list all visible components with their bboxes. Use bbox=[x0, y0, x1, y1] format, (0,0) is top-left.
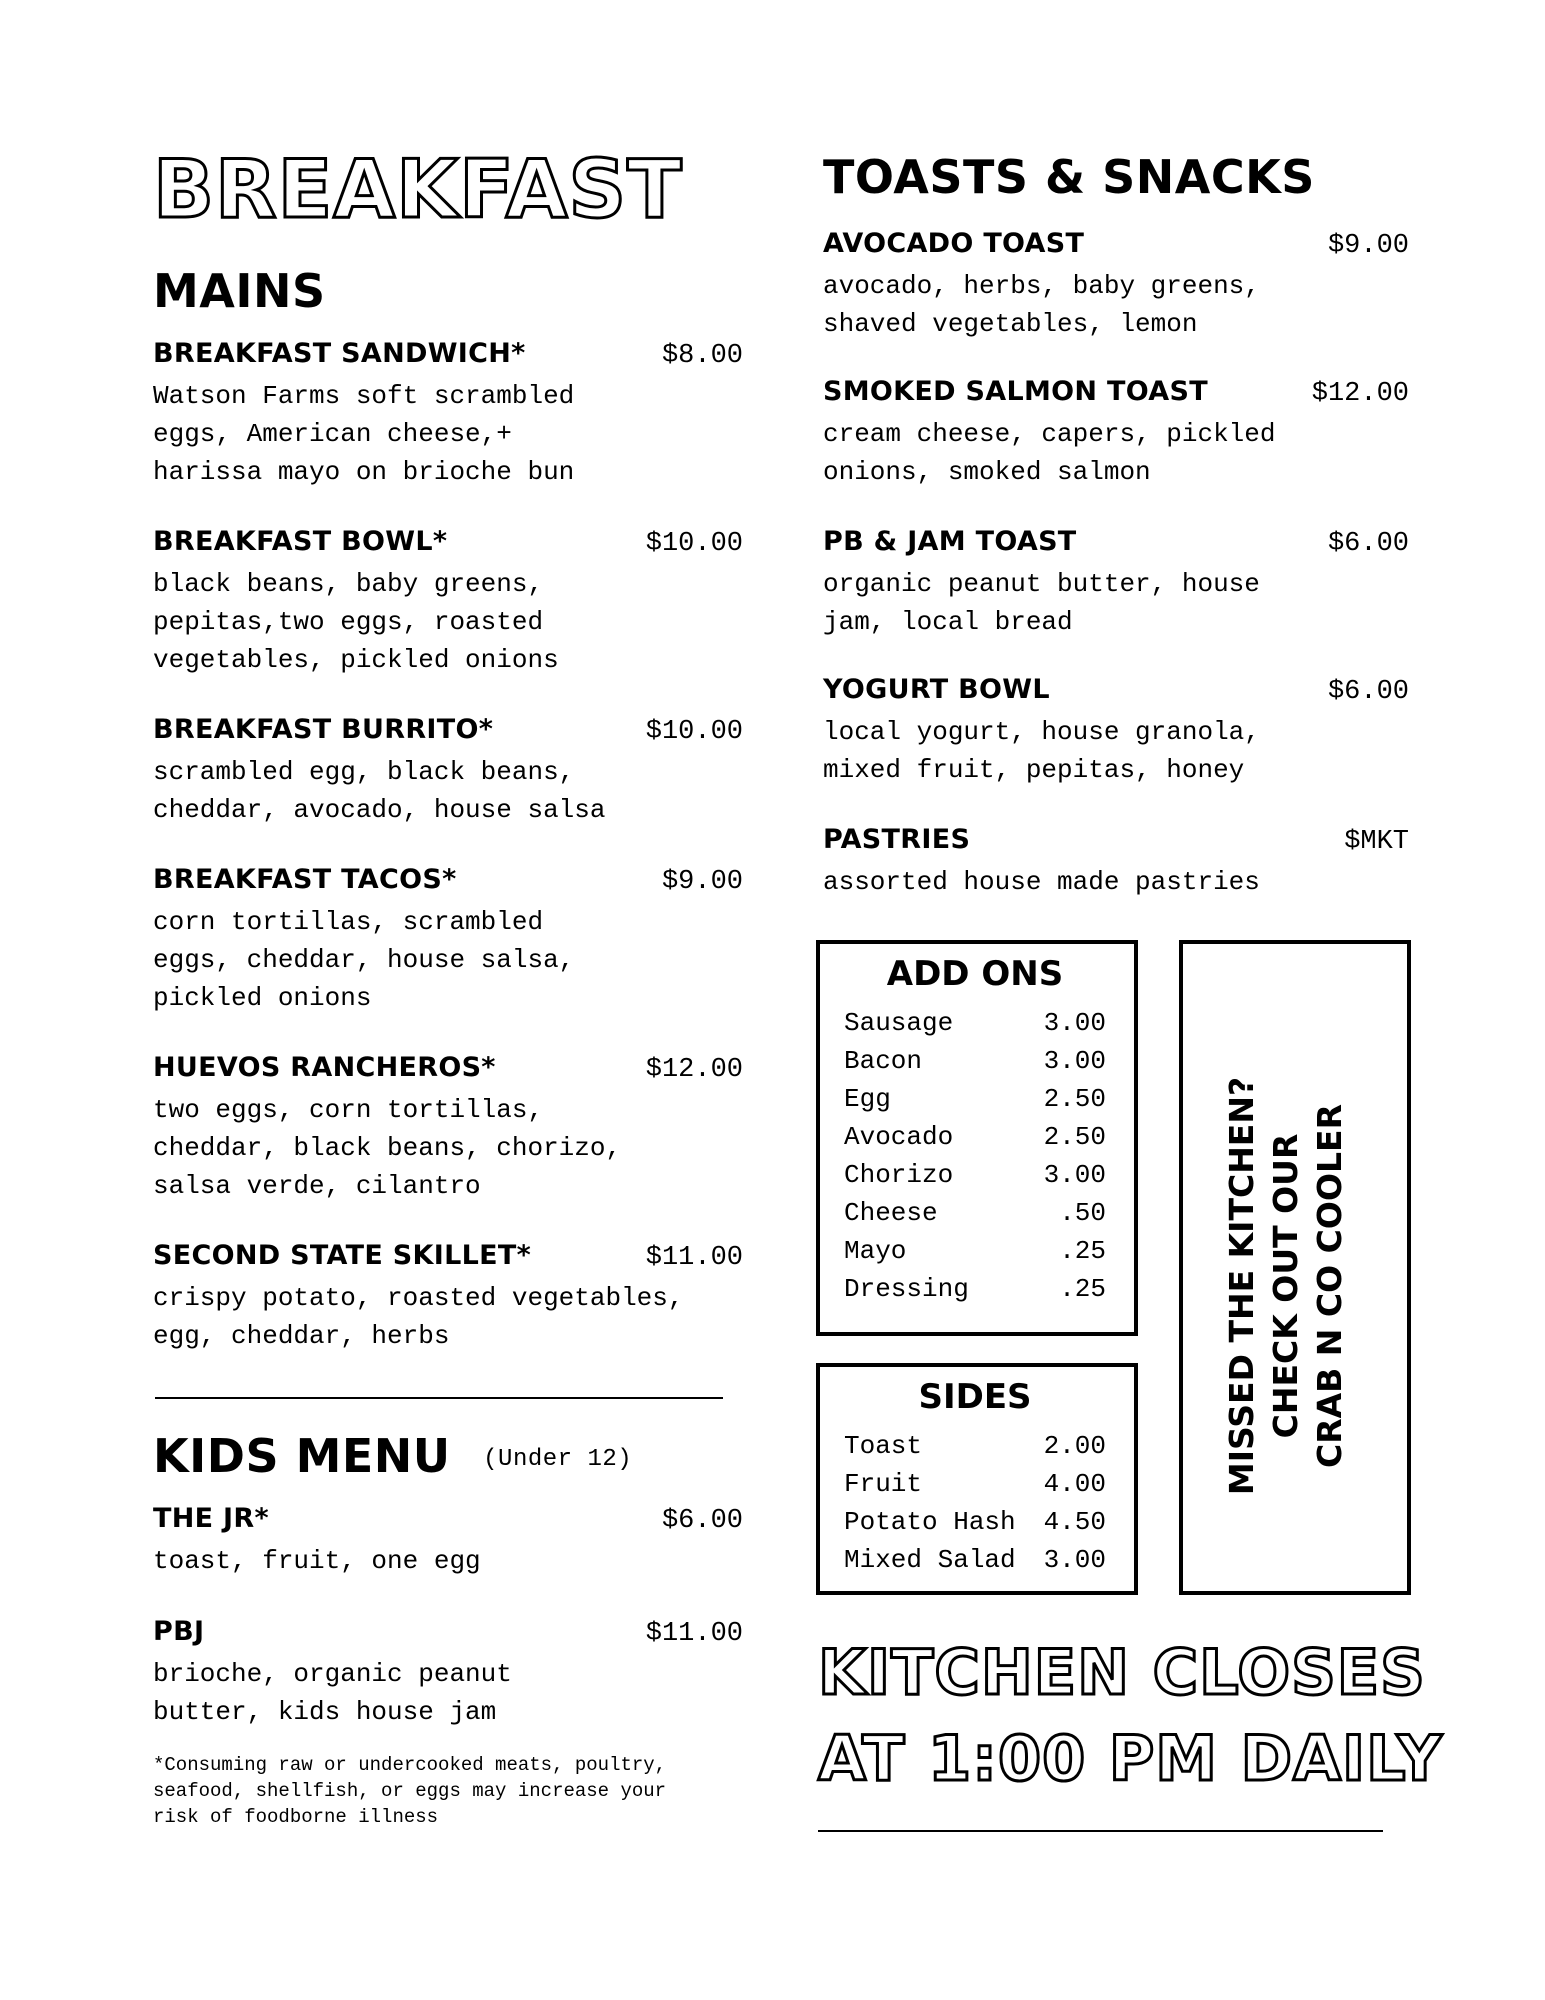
addon-price: 3.00 bbox=[1043, 1046, 1106, 1076]
page-title: BREAKFAST bbox=[153, 143, 683, 236]
addon-name: Sausage bbox=[844, 1008, 954, 1038]
side-name: Potato Hash bbox=[844, 1507, 1016, 1537]
item-price: $MKT bbox=[1344, 827, 1409, 857]
item-price: $10.00 bbox=[645, 529, 743, 559]
item-price: $9.00 bbox=[1327, 231, 1409, 261]
side-price: 2.00 bbox=[1043, 1431, 1106, 1461]
menu-item bbox=[823, 674, 1409, 789]
item-description: organic peanut butter, house jam, local bread bbox=[823, 569, 1260, 637]
side-price: 4.50 bbox=[1043, 1507, 1106, 1537]
addon-name: Bacon bbox=[844, 1046, 923, 1076]
menu-item bbox=[153, 526, 743, 679]
item-name: SMOKED SALMON TOAST bbox=[823, 376, 1208, 407]
addon-row bbox=[844, 1194, 1106, 1232]
addon-price: .50 bbox=[1059, 1198, 1106, 1228]
side-row bbox=[844, 1503, 1106, 1541]
divider bbox=[818, 1830, 1383, 1832]
item-description: scrambled egg, black beans, cheddar, avocado, house salsa bbox=[153, 757, 606, 825]
item-name: PB & JAM TOAST bbox=[823, 526, 1077, 557]
item-description: crispy potato, roasted vegetables, egg, cheddar, herbs bbox=[153, 1283, 684, 1351]
item-description: toast, fruit, one egg bbox=[153, 1546, 481, 1576]
promo-text bbox=[1220, 961, 1370, 1611]
menu-item bbox=[823, 228, 1409, 343]
item-name: PBJ bbox=[153, 1616, 205, 1647]
side-name: Fruit bbox=[844, 1469, 923, 1499]
addon-row bbox=[844, 1042, 1106, 1080]
item-name: HUEVOS RANCHEROS* bbox=[153, 1052, 496, 1083]
item-price: $10.00 bbox=[645, 717, 743, 747]
item-description: black beans, baby greens, pepitas,two eggs, roasted vegetables, pickled onions bbox=[153, 569, 559, 675]
addon-price: .25 bbox=[1059, 1274, 1106, 1304]
addon-price: .25 bbox=[1059, 1236, 1106, 1266]
item-price: $6.00 bbox=[1327, 529, 1409, 559]
kitchen-closes-line: KITCHEN CLOSES bbox=[818, 1636, 1426, 1709]
menu-item bbox=[153, 1052, 743, 1205]
addon-price: 2.50 bbox=[1043, 1084, 1106, 1114]
item-price: $12.00 bbox=[1311, 379, 1409, 409]
kids-heading-text: KIDS MENU bbox=[153, 1429, 451, 1483]
addon-price: 2.50 bbox=[1043, 1122, 1106, 1152]
item-description: two eggs, corn tortillas, cheddar, black beans, chorizo, salsa verde, cilantro bbox=[153, 1095, 622, 1201]
addon-row bbox=[844, 1080, 1106, 1118]
item-name: BREAKFAST BURRITO* bbox=[153, 714, 494, 745]
addon-name: Avocado bbox=[844, 1122, 954, 1152]
side-row bbox=[844, 1541, 1106, 1579]
side-row bbox=[844, 1465, 1106, 1503]
addon-name: Mayo bbox=[844, 1236, 907, 1266]
item-price: $11.00 bbox=[645, 1243, 743, 1273]
addon-row bbox=[844, 1232, 1106, 1270]
addon-row bbox=[844, 1156, 1106, 1194]
side-price: 3.00 bbox=[1043, 1545, 1106, 1575]
addons-box bbox=[816, 940, 1138, 1336]
side-price: 4.00 bbox=[1043, 1469, 1106, 1499]
promo-line: CRAB N CO COOLER bbox=[1310, 1104, 1349, 1468]
sides-heading: SIDES bbox=[918, 1377, 1032, 1417]
menu-item bbox=[153, 864, 743, 1017]
item-name: BREAKFAST TACOS* bbox=[153, 864, 457, 895]
item-description: assorted house made pastries bbox=[823, 867, 1260, 897]
menu-item bbox=[153, 714, 743, 829]
addon-name: Cheese bbox=[844, 1198, 938, 1228]
item-name: THE JR* bbox=[153, 1503, 269, 1534]
item-description: corn tortillas, scrambled eggs, cheddar, house salsa, pickled onions bbox=[153, 907, 575, 1013]
divider bbox=[155, 1397, 723, 1399]
item-price: $9.00 bbox=[661, 867, 743, 897]
addon-name: Chorizo bbox=[844, 1160, 954, 1190]
menu-item bbox=[823, 526, 1409, 641]
allergy-footnote: *Consuming raw or undercooked meats, poultry, seafood, shellfish, or eggs may increase your risk of foodborne illness bbox=[153, 1754, 667, 1828]
addons-heading: ADD ONS bbox=[886, 954, 1064, 994]
addon-row bbox=[844, 1004, 1106, 1042]
item-name: YOGURT BOWL bbox=[823, 674, 1050, 705]
item-description: avocado, herbs, baby greens, shaved vegetables, lemon bbox=[823, 271, 1260, 339]
promo-line: MISSED THE KITCHEN? bbox=[1222, 1076, 1261, 1496]
addon-row bbox=[844, 1118, 1106, 1156]
menu-item bbox=[153, 1240, 743, 1355]
side-name: Toast bbox=[844, 1431, 923, 1461]
item-description: Watson Farms soft scrambled eggs, American cheese,+ harissa mayo on brioche bun bbox=[153, 381, 575, 487]
item-price: $8.00 bbox=[661, 341, 743, 371]
item-name: AVOCADO TOAST bbox=[823, 228, 1085, 259]
kitchen-closes-line: AT 1:00 PM DAILY bbox=[818, 1722, 1443, 1795]
promo-line: CHECK OUT OUR bbox=[1266, 1133, 1305, 1439]
sides-box bbox=[816, 1363, 1138, 1595]
menu-item bbox=[823, 824, 1409, 901]
item-price: $6.00 bbox=[1327, 677, 1409, 707]
menu-item bbox=[153, 1503, 743, 1580]
addon-name: Egg bbox=[844, 1084, 891, 1114]
menu-item bbox=[153, 338, 743, 491]
kids-heading bbox=[153, 1429, 633, 1483]
item-price: $6.00 bbox=[661, 1506, 743, 1536]
addon-price: 3.00 bbox=[1043, 1160, 1106, 1190]
item-name: PASTRIES bbox=[823, 824, 971, 855]
menu-item bbox=[153, 1616, 743, 1731]
item-name: SECOND STATE SKILLET* bbox=[153, 1240, 531, 1271]
side-name: Mixed Salad bbox=[844, 1545, 1016, 1575]
addon-price: 3.00 bbox=[1043, 1008, 1106, 1038]
kids-subheading: (Under 12) bbox=[483, 1445, 633, 1473]
addon-name: Dressing bbox=[844, 1274, 969, 1304]
item-description: cream cheese, capers, pickled onions, smoked salmon bbox=[823, 419, 1276, 487]
item-name: BREAKFAST SANDWICH* bbox=[153, 338, 526, 369]
toasts-heading: TOASTS & SNACKS bbox=[823, 150, 1315, 204]
item-price: $11.00 bbox=[645, 1619, 743, 1649]
addon-row bbox=[844, 1270, 1106, 1308]
item-price: $12.00 bbox=[645, 1055, 743, 1085]
item-description: brioche, organic peanut butter, kids house jam bbox=[153, 1659, 512, 1727]
mains-heading: MAINS bbox=[153, 264, 326, 318]
side-row bbox=[844, 1427, 1106, 1465]
menu-item bbox=[823, 376, 1409, 491]
item-name: BREAKFAST BOWL* bbox=[153, 526, 448, 557]
item-description: local yogurt, house granola, mixed fruit, pepitas, honey bbox=[823, 717, 1260, 785]
